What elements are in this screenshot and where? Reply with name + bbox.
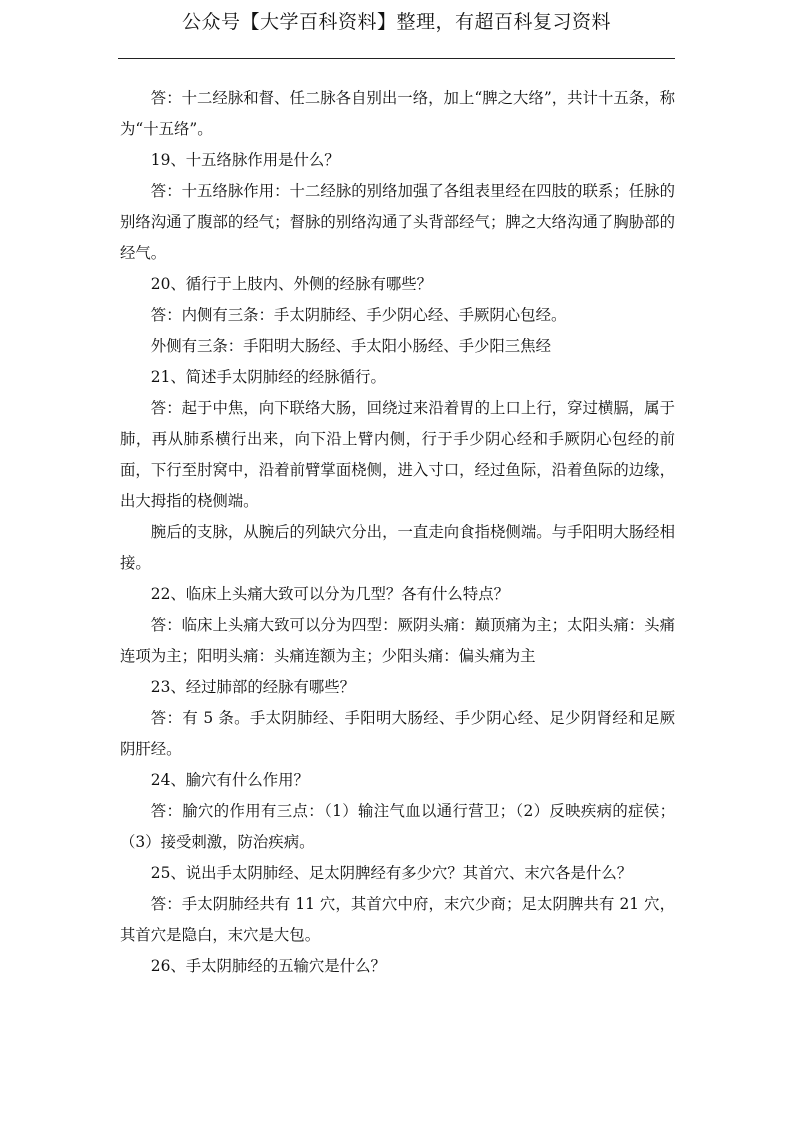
- question-heading: 23、经过肺部的经脉有哪些？: [150, 678, 356, 696]
- paragraph: 答：腧穴的作用有三点：（1）输注气血以通行营卫；（2）反映疾病的症侯；（3）接受刺激，防治疾病。: [120, 802, 675, 851]
- question-heading: 25、说出手太阴肺经、足太阴脾经有多少穴？其首穴、末穴各是什么？: [150, 864, 633, 882]
- question-heading: 24、腧穴有什么作用？: [150, 771, 309, 789]
- paragraph: 答：临床上头痛大致可以分为四型：厥阴头痛：巅顶痛为主；太阳头痛：头痛连项为主；阳明头痛：头痛连额为主；少阳头痛：偏头痛为主: [120, 616, 675, 665]
- paragraph: 答：起于中焦，向下联络大肠，回绕过来沿着胃的上口上行，穿过横膈，属于肺，再从肺系横行出来，向下沿上臂内侧，行于手少阴心经和手厥阴心包经的前面，下行至肘窝中，沿着前臂掌面桡侧，进入寸口，经过鱼际，沿着鱼际的边缘，出大拇指的桡侧端。: [120, 399, 675, 510]
- question-heading: 21、简述手太阴肺经的经脉循行。: [150, 368, 386, 386]
- paragraph: 腕后的支脉，从腕后的列缺穴分出，一直走向食指桡侧端。与手阳明大肠经相接。: [120, 523, 675, 572]
- paragraph: 答：十二经脉和督、任二脉各自别出一络，加上“脾之大络”，共计十五条，称为“十五络”。: [120, 89, 675, 138]
- question-heading: 20、循行于上肢内、外侧的经脉有哪些？: [150, 275, 433, 293]
- paragraph: 答：内侧有三条：手太阴肺经、手少阴心经、手厥阴心包经。: [150, 306, 567, 324]
- page-header-title: 公众号【大学百科资料】整理，有超百科复习资料: [181, 11, 611, 33]
- question-heading: 26、手太阴肺经的五输穴是什么？: [150, 957, 386, 975]
- header-divider: [118, 58, 675, 59]
- paragraph: 答：十五络脉作用：十二经脉的别络加强了各组表里经在四肢的联系；任脉的别络沟通了腹部的经气；督脉的别络沟通了头背部经气；脾之大络沟通了胸胁部的经气。: [120, 182, 675, 262]
- paragraph: 答：手太阴肺经共有 11 穴，其首穴中府，末穴少商；足太阴脾共有 21 穴，其首穴是隐白，末穴是大包。: [120, 895, 675, 944]
- paragraph: 答：有 5 条。手太阴肺经、手阳明大肠经、手少阴心经、足少阴肾经和足厥阴肝经。: [120, 709, 675, 758]
- question-heading: 19、十五络脉作用是什么？: [150, 151, 340, 169]
- paragraph: 外侧有三条：手阳明大肠经、手太阳小肠经、手少阳三焦经: [150, 337, 551, 355]
- document-body: [120, 83, 675, 982]
- question-heading: 22、临床上头痛大致可以分为几型？各有什么特点？: [150, 585, 509, 603]
